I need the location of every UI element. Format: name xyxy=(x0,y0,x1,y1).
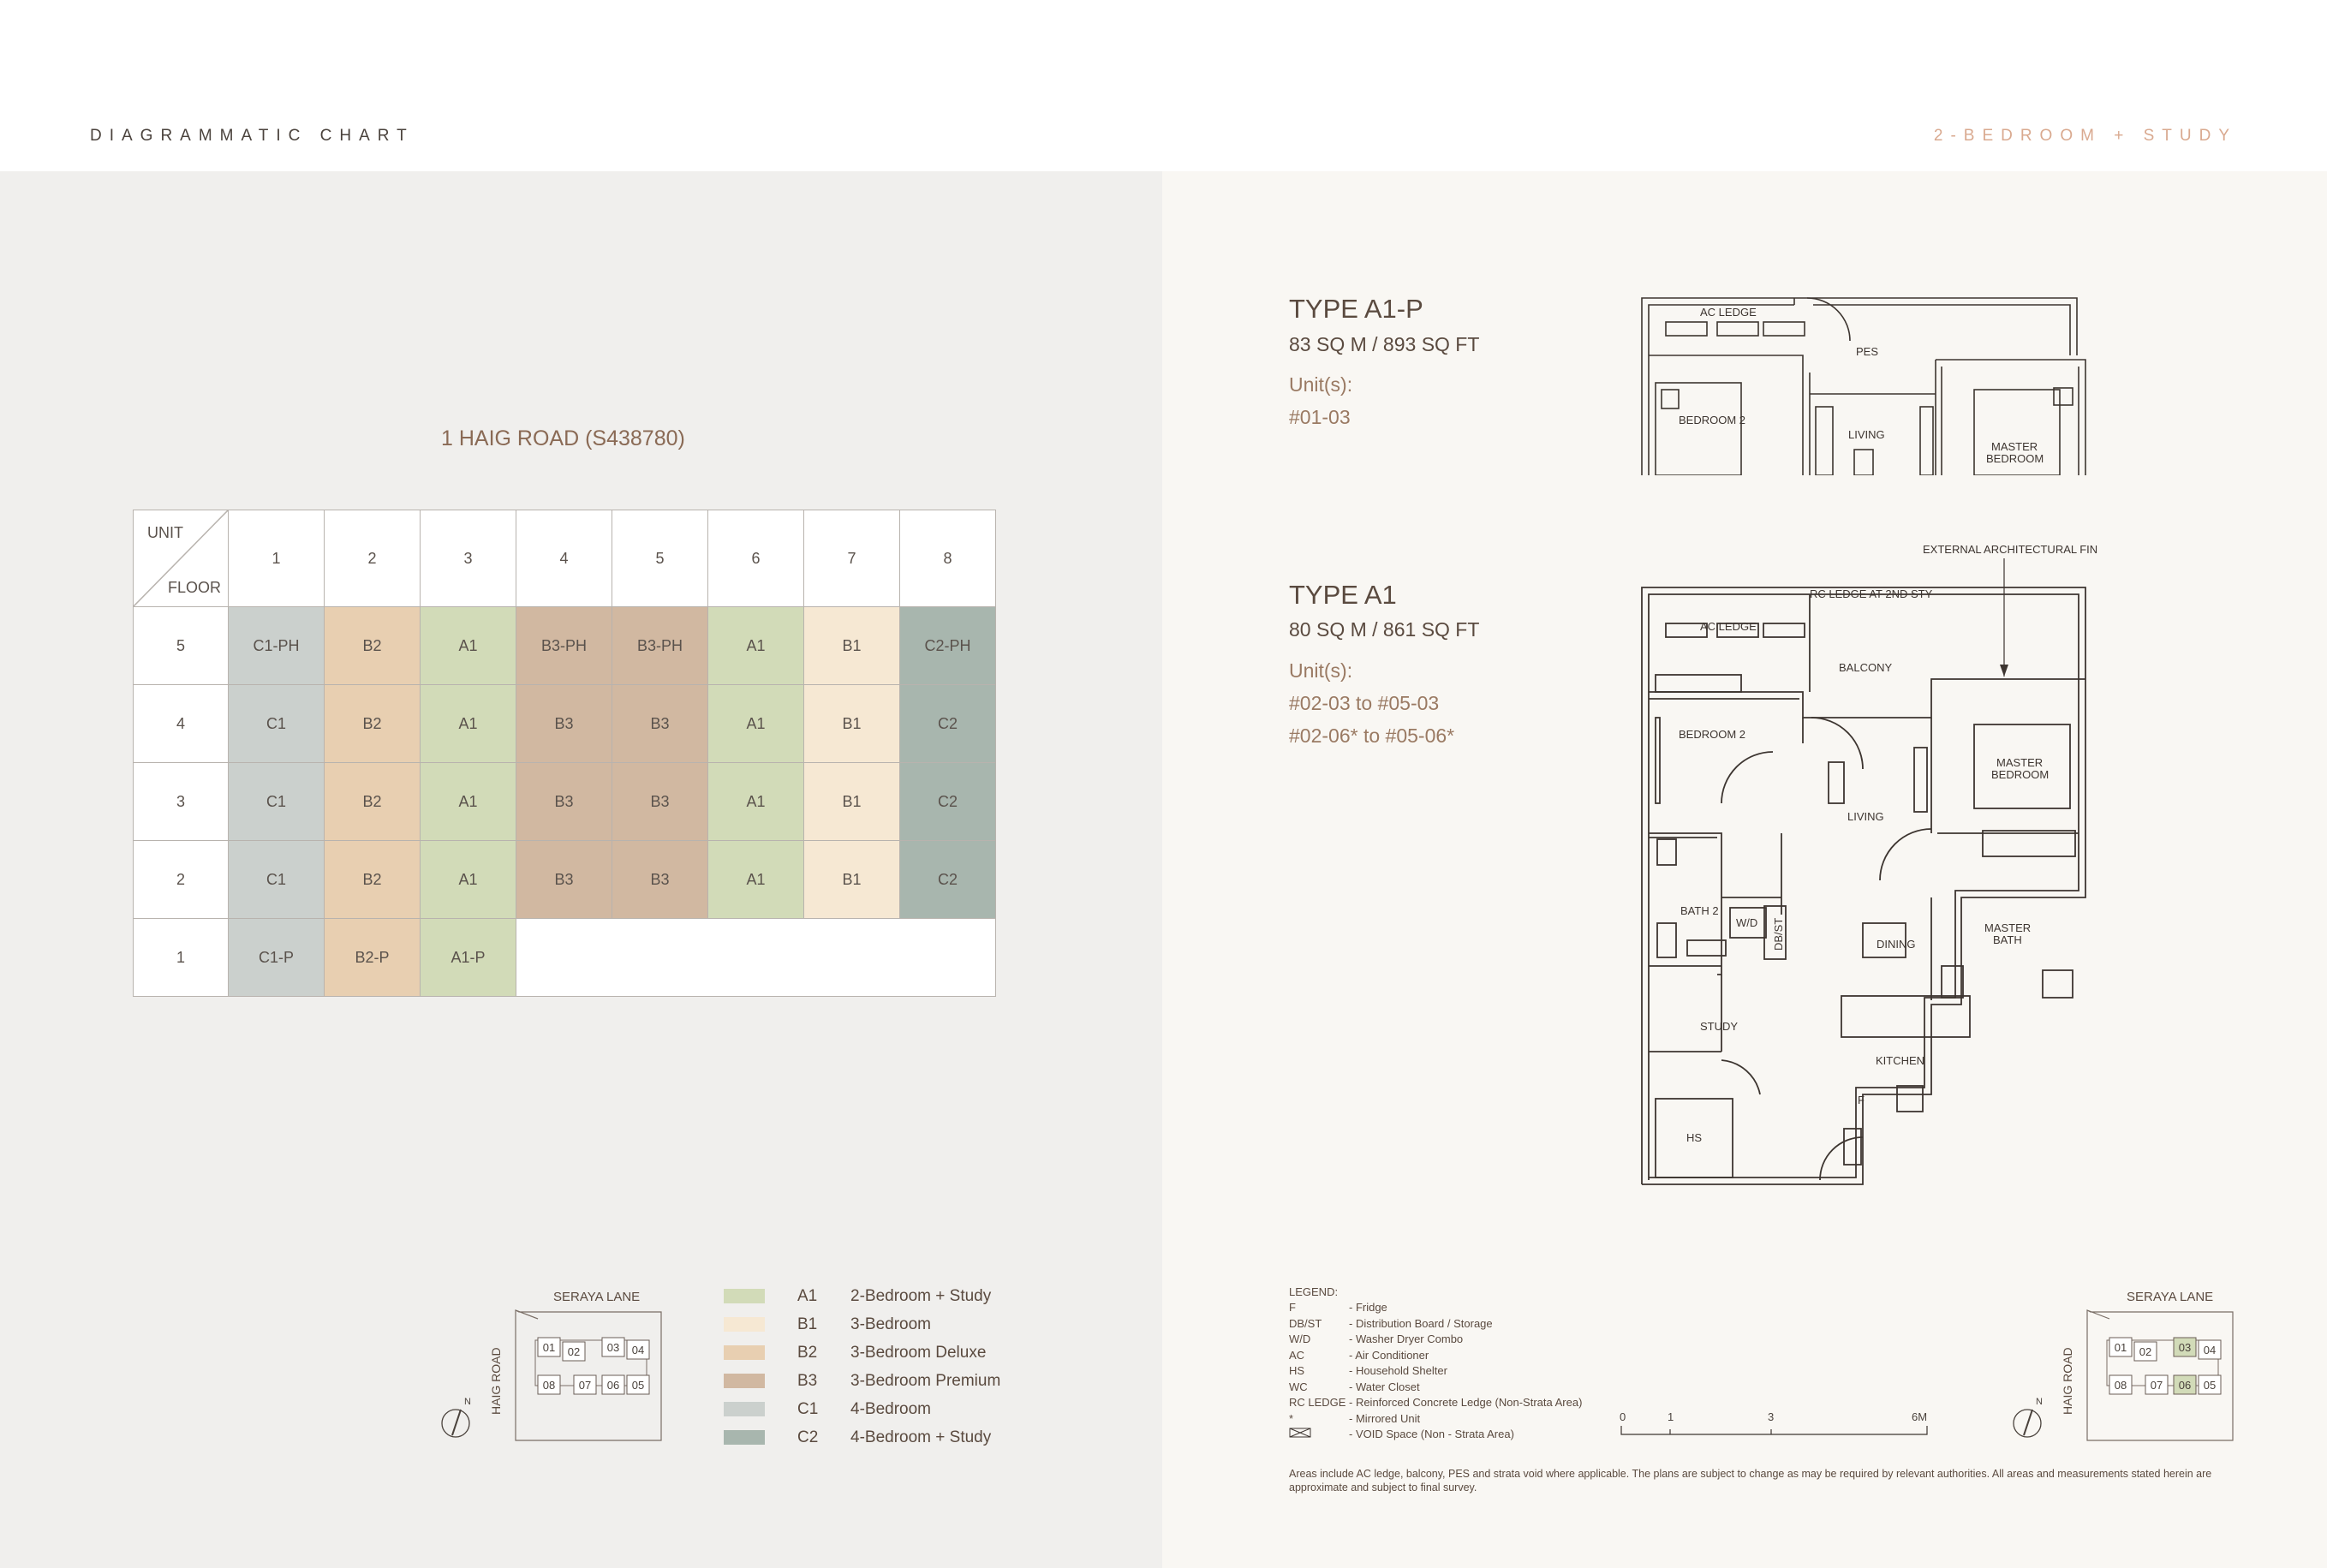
abbr-key: HS xyxy=(1289,1364,1305,1378)
floor-number: 3 xyxy=(134,763,229,841)
legend-item xyxy=(724,1282,1000,1310)
unit-header: 6 xyxy=(708,510,804,607)
abbr-desc: - Washer Dryer Combo xyxy=(1349,1333,1464,1346)
abbr-desc: - Air Conditioner xyxy=(1349,1348,1429,1362)
plan-label: BEDROOM 2 xyxy=(1679,414,1746,426)
north-arrow-icon xyxy=(2014,1397,2043,1437)
keyplan-unit: 08 xyxy=(542,1379,556,1392)
disclaimer-footnote: Areas include AC ledge, balcony, PES and strata void where applicable. The plans are subject to change as may be required by relevant authorities. All areas and measurements stated herein are approximate and subject to final survey. xyxy=(1289,1468,2212,1493)
plan-label: BATH 2 xyxy=(1680,904,1719,917)
floor-plan-a1 xyxy=(1632,538,2098,1189)
floor-plan-a1p xyxy=(1632,291,2094,475)
unit-cell: C1-P xyxy=(229,919,325,997)
abbr-key: F xyxy=(1289,1301,1296,1315)
legend-code: B2 xyxy=(797,1343,818,1362)
plan-label: W/D xyxy=(1736,916,1758,929)
legend-swatch xyxy=(724,1289,765,1303)
unit-cell: C1-PH xyxy=(229,607,325,685)
unit-cell: A1 xyxy=(708,841,804,919)
north-label: N xyxy=(464,1397,471,1407)
type-a1-unit: #02-06* to #05-06* xyxy=(1289,724,1455,747)
legend-item xyxy=(724,1310,1000,1338)
unit-header: 4 xyxy=(516,510,612,607)
unit-cell: B1 xyxy=(804,685,900,763)
legend-swatch xyxy=(724,1317,765,1332)
plan-label: MASTER xyxy=(1991,440,2038,453)
keyplan-unit: 07 xyxy=(578,1379,592,1392)
keyplan-unit: 01 xyxy=(2114,1341,2127,1354)
keyplan-unit: 07 xyxy=(2150,1379,2163,1392)
plan-label: MASTER xyxy=(1984,921,2032,934)
type-a1p-units-label: Unit(s): xyxy=(1289,373,1353,396)
floor-number: 2 xyxy=(134,841,229,919)
unit-cell: A1 xyxy=(421,607,516,685)
unit-header: 1 xyxy=(229,510,325,607)
table-row xyxy=(134,919,996,997)
keyplan-unit: 04 xyxy=(2203,1344,2217,1356)
abbreviation-item xyxy=(1289,1300,1582,1316)
unit-cell: C1 xyxy=(229,841,325,919)
abbr-desc: - Household Shelter xyxy=(1349,1364,1447,1378)
legend-swatch xyxy=(724,1430,765,1445)
plan-label: HS xyxy=(1686,1131,1703,1144)
legend-label: 2-Bedroom + Study xyxy=(850,1286,992,1305)
plan-label: DB/ST xyxy=(1772,917,1785,951)
legend-swatch xyxy=(724,1345,765,1360)
abbr-key: W/D xyxy=(1289,1333,1311,1346)
unit-cell: B3 xyxy=(516,763,612,841)
abbreviation-item xyxy=(1289,1395,1582,1411)
legend-code: A1 xyxy=(797,1286,818,1305)
unit-header: 8 xyxy=(900,510,996,607)
plan-label: BEDROOM 2 xyxy=(1679,728,1746,741)
unit-header: 3 xyxy=(421,510,516,607)
legend-item xyxy=(724,1367,1000,1395)
north-arrow-icon xyxy=(442,1397,471,1437)
abbr-desc: - Water Closet xyxy=(1349,1380,1420,1393)
north-label: N xyxy=(2036,1397,2043,1407)
legend-code: B3 xyxy=(797,1371,818,1390)
table-row xyxy=(134,685,996,763)
keyplan-unit: 04 xyxy=(631,1344,645,1356)
unit-cell: C1 xyxy=(229,763,325,841)
key-plan-right xyxy=(2008,1285,2248,1447)
unit-cell: B2 xyxy=(325,685,421,763)
unit-cell: A1 xyxy=(708,607,804,685)
table-row xyxy=(134,763,996,841)
abbreviation-item xyxy=(1289,1379,1582,1395)
legend-label: 4-Bedroom + Study xyxy=(850,1428,992,1446)
unit-cell: B1 xyxy=(804,607,900,685)
keyplan-unit: 03 xyxy=(606,1341,620,1354)
plan-label: MASTER xyxy=(1996,756,2044,769)
diagrammatic-chart-table xyxy=(133,510,996,997)
unit-label: UNIT xyxy=(147,524,183,541)
unit-cell: C1 xyxy=(229,685,325,763)
unit-cell: C2 xyxy=(900,685,996,763)
abbreviation-title: LEGEND: xyxy=(1289,1285,1339,1298)
unit-cell: A1-P xyxy=(421,919,516,997)
unit-cell: B3 xyxy=(612,763,708,841)
unit-header: 7 xyxy=(804,510,900,607)
unit-cell: B1 xyxy=(804,841,900,919)
table-row xyxy=(134,841,996,919)
unit-cell: B3 xyxy=(516,685,612,763)
table-header-row xyxy=(134,510,996,607)
abbreviation-item xyxy=(1289,1410,1582,1427)
street-label-side: HAIG ROAD xyxy=(2061,1347,2074,1415)
keyplan-unit: 05 xyxy=(631,1379,645,1392)
plan-label: KITCHEN xyxy=(1876,1054,1925,1067)
abbr-key: * xyxy=(1289,1411,1294,1425)
unit-header: 5 xyxy=(612,510,708,607)
plan-label: AC LEDGE xyxy=(1700,620,1757,633)
unit-cell: C2 xyxy=(900,763,996,841)
unit-cell: A1 xyxy=(708,685,804,763)
plan-label: BALCONY xyxy=(1839,661,1893,674)
abbr-desc: - VOID Space (Non - Strata Area) xyxy=(1349,1428,1514,1441)
keyplan-unit: 06 xyxy=(2178,1379,2192,1392)
plan-label: BEDROOM xyxy=(1991,768,2050,781)
legend-label: 4-Bedroom xyxy=(850,1399,931,1418)
type-a1-area: 80 SQ M / 861 SQ FT xyxy=(1289,618,1480,641)
abbreviation-item xyxy=(1289,1363,1582,1380)
unit-cell: B2 xyxy=(325,607,421,685)
type-a1p-area: 83 SQ M / 893 SQ FT xyxy=(1289,333,1480,355)
abbr-key: RC LEDGE xyxy=(1289,1396,1346,1410)
abbr-desc: - Reinforced Concrete Ledge (Non-Strata Area) xyxy=(1349,1396,1583,1410)
table-row xyxy=(134,607,996,685)
plan-label: EXTERNAL ARCHITECTURAL FIN xyxy=(1923,543,2098,556)
type-a1p-unit: #01-03 xyxy=(1289,406,1351,428)
legend-code: C1 xyxy=(797,1399,819,1418)
abbr-key: WC xyxy=(1289,1380,1308,1393)
unit-cell: B3 xyxy=(516,841,612,919)
floor-number: 1 xyxy=(134,919,229,997)
plan-label: RC LEDGE AT 2ND STY xyxy=(1810,587,1933,600)
legend-item xyxy=(724,1423,1000,1452)
type-a1p-title: TYPE A1-P xyxy=(1289,294,1423,324)
floor-label: FLOOR xyxy=(168,579,222,596)
abbr-key: DB/ST xyxy=(1289,1316,1322,1330)
unit-cell: B3 xyxy=(612,685,708,763)
plan-label: STUDY xyxy=(1700,1020,1739,1033)
abbr-desc: - Mirrored Unit xyxy=(1349,1411,1421,1425)
unit-cell: C2-PH xyxy=(900,607,996,685)
address-title: 1 HAIG ROAD (S438780) xyxy=(441,426,685,450)
unit-cell: B2 xyxy=(325,763,421,841)
unit-cell: A1 xyxy=(421,685,516,763)
abbr-desc: - Fridge xyxy=(1349,1301,1387,1315)
unit-cell: B3 xyxy=(612,841,708,919)
legend-item xyxy=(724,1395,1000,1423)
type-a1-unit: #02-03 to #05-03 xyxy=(1289,692,1440,714)
legend-code: C2 xyxy=(797,1428,819,1446)
floor-number: 5 xyxy=(134,607,229,685)
street-label-side: HAIG ROAD xyxy=(489,1347,503,1415)
abbreviation-item xyxy=(1289,1315,1582,1332)
abbreviation-legend xyxy=(1289,1284,1582,1442)
keyplan-unit: 01 xyxy=(542,1341,556,1354)
legend-label: 3-Bedroom xyxy=(850,1315,931,1333)
street-label-top: SERAYA LANE xyxy=(2127,1290,2214,1304)
legend-label: 3-Bedroom Deluxe xyxy=(850,1343,987,1362)
plan-label: LIVING xyxy=(1847,810,1884,823)
unit-cell: B1 xyxy=(804,763,900,841)
unit-cell: A1 xyxy=(421,841,516,919)
key-plan-left xyxy=(437,1285,677,1447)
keyplan-unit: 03 xyxy=(2178,1341,2192,1354)
plan-label: DINING xyxy=(1877,938,1916,951)
section-title: DIAGRAMMATIC CHART xyxy=(90,127,415,145)
plan-label: F xyxy=(1858,1094,1865,1106)
plan-label: BEDROOM xyxy=(1986,452,2044,465)
plan-label: LIVING xyxy=(1848,428,1885,441)
legend-swatch xyxy=(724,1374,765,1388)
abbreviation-item xyxy=(1289,1332,1582,1348)
abbreviation-item xyxy=(1289,1427,1582,1443)
unit-header: 2 xyxy=(325,510,421,607)
unit-cell: A1 xyxy=(708,763,804,841)
unit-cell: B2-P xyxy=(325,919,421,997)
abbr-desc: - Distribution Board / Storage xyxy=(1349,1316,1493,1330)
type-a1-units-label: Unit(s): xyxy=(1289,659,1353,682)
scale-bar xyxy=(1617,1409,1934,1443)
keyplan-unit: 02 xyxy=(2139,1345,2152,1358)
keyplan-unit: 05 xyxy=(2203,1379,2217,1392)
plan-label: BATH xyxy=(1993,933,2022,946)
corner-cell xyxy=(134,510,229,607)
legend-code: B1 xyxy=(797,1315,818,1333)
abbr-key: AC xyxy=(1289,1348,1305,1362)
unit-cell: B3-PH xyxy=(612,607,708,685)
abbreviation-item xyxy=(1289,1347,1582,1363)
floor-number: 4 xyxy=(134,685,229,763)
legend-label: 3-Bedroom Premium xyxy=(850,1371,1001,1390)
keyplan-unit: 06 xyxy=(606,1379,620,1392)
scale-tick-label: 6M xyxy=(1912,1410,1928,1423)
keyplan-unit: 08 xyxy=(2114,1379,2127,1392)
scale-tick-label: 3 xyxy=(1768,1410,1775,1423)
type-a1-title: TYPE A1 xyxy=(1289,580,1397,610)
legend-item xyxy=(724,1338,1000,1367)
keyplan-unit: 02 xyxy=(567,1345,581,1358)
unit-cell: A1 xyxy=(421,763,516,841)
scale-tick-label: 1 xyxy=(1668,1410,1674,1423)
legend-swatch xyxy=(724,1402,765,1416)
unit-cell: B3-PH xyxy=(516,607,612,685)
plan-label: AC LEDGE xyxy=(1700,306,1757,319)
void-space-icon xyxy=(1289,1428,1349,1440)
color-legend xyxy=(724,1282,1000,1452)
unit-type-title: 2-BEDROOM + STUDY xyxy=(1933,127,2237,145)
street-label-top: SERAYA LANE xyxy=(553,1290,641,1304)
empty-cells xyxy=(516,919,996,997)
unit-cell: C2 xyxy=(900,841,996,919)
scale-tick-label: 0 xyxy=(1620,1410,1626,1423)
unit-cell: B2 xyxy=(325,841,421,919)
plan-label: PES xyxy=(1856,345,1879,358)
